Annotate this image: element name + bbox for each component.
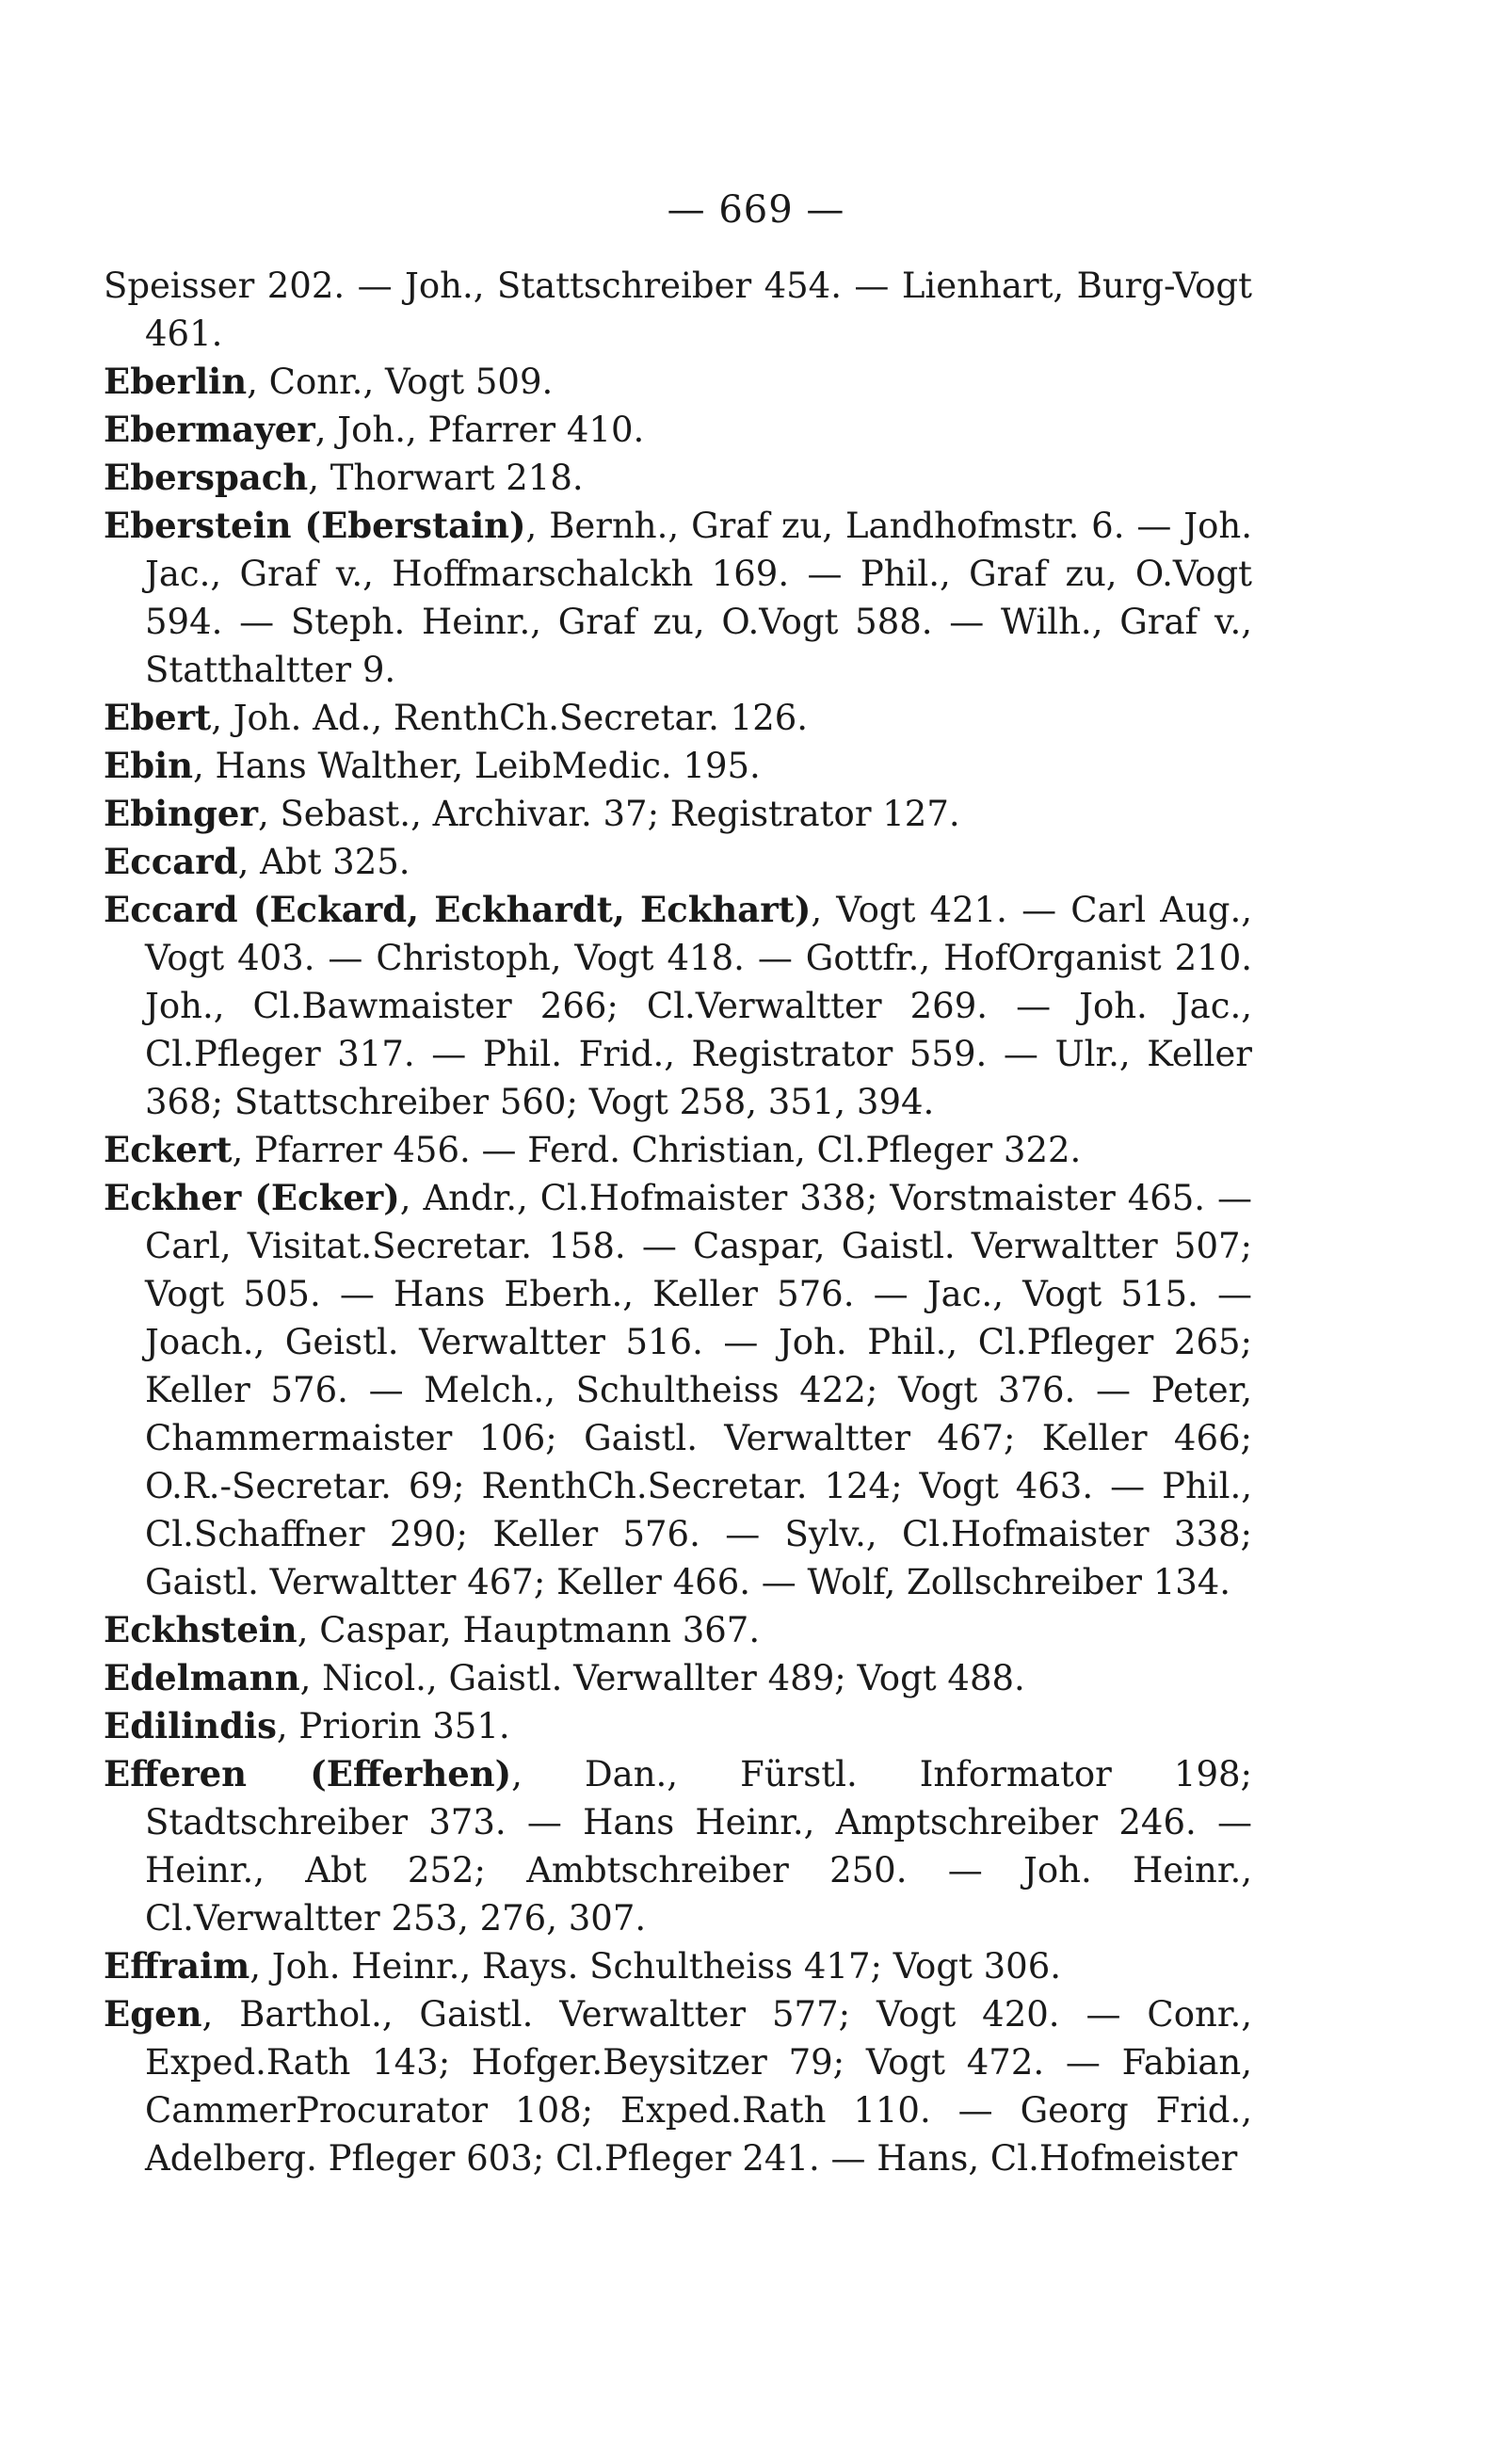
register-entry: [104, 406, 1252, 454]
entry-text: Speisser 202. — Joh., Stattschreiber 454. — Lienhart, Burg-Vogt 461.: [104, 266, 1252, 354]
entry-text: , Dan., Fürstl. Informator 198; Stadtschreiber 373. — Hans Heinr., Amptschreiber 246. — Heinr., Abt 252; Ambtschreiber 250. — Joh. Heinr., Cl.Verwaltter 253, 276, 307.: [145, 1754, 1252, 1939]
register-entries: [104, 262, 1252, 2182]
entry-text: , Joh. Ad., RenthCh.Secretar. 126.: [211, 698, 809, 738]
entry-head: Eccard: [104, 841, 238, 882]
entry-text: , Sebast., Archivar. 37; Registrator 127.: [257, 794, 960, 834]
entry-head: Edelmann: [104, 1657, 300, 1698]
entry-text: , Hans Walther, LeibMedic. 195.: [193, 746, 761, 786]
entry-head: Ebert: [104, 697, 212, 738]
register-entry: [104, 262, 1252, 358]
entry-text: , Thorwart 218.: [308, 458, 584, 498]
entry-head: Effraim: [104, 1945, 250, 1987]
entry-head: Egen: [104, 1993, 202, 2035]
entry-head: Eckhstein: [104, 1609, 298, 1650]
entry-text: , Vogt 421. — Carl Aug., Vogt 403. — Christoph, Vogt 418. — Gottfr., HofOrganist 210. Joh., Cl.Bawmaister 266; Cl.Verwaltter 269. — Joh. Jac., Cl.Pfleger 317. — Phil. Frid., Registrator 559. — Ulr., Keller 368; Stattschreiber 560; Vogt 258, 351, 394.: [145, 890, 1252, 1122]
entry-head: Eberlin: [104, 361, 248, 402]
entry-text: , Nicol., Gaistl. Verwallter 489; Vogt 488.: [299, 1658, 1025, 1698]
entry-head: Edilindis: [104, 1705, 277, 1746]
register-entry: [104, 1654, 1252, 1702]
entry-text: , Abt 325.: [237, 842, 410, 882]
register-entry: [104, 1126, 1252, 1174]
entry-head: Eckert: [104, 1129, 233, 1170]
register-entry: [104, 358, 1252, 406]
entry-text: , Joh., Pfarrer 410.: [314, 410, 645, 450]
page-number: — 669 —: [667, 188, 845, 232]
entry-text: , Caspar, Hauptmann 367.: [297, 1610, 761, 1650]
entry-head: Eckher (Ecker): [104, 1177, 400, 1218]
register-entry: [104, 454, 1252, 502]
entry-head: Eberstein (Eberstain): [104, 505, 526, 546]
register-entry: [104, 742, 1252, 790]
entry-head: Ebinger: [104, 793, 258, 834]
entry-head: Ebermayer: [104, 409, 315, 450]
entry-text: , Bernh., Graf zu, Landhofmstr. 6. — Joh. Jac., Graf v., Hoffmarschalckh 169. — Phil., Graf zu, O.Vogt 594. — Steph. Heinr., Graf zu, O.Vogt 588. — Wilh., Graf v., Statthaltter 9.: [145, 506, 1252, 690]
register-entry: [104, 1174, 1252, 1606]
register-entry: [104, 694, 1252, 742]
register-entry: [104, 1702, 1252, 1750]
register-entry: [104, 790, 1252, 838]
entry-text: , Priorin 351.: [276, 1706, 510, 1746]
entry-head: Eccard (Eckard, Eckhardt, Eckhart): [104, 889, 812, 930]
register-entry: [104, 502, 1252, 694]
entry-text: , Joh. Heinr., Rays. Schultheiss 417; Vogt 306.: [249, 1946, 1062, 1987]
register-entry: [104, 1606, 1252, 1654]
register-entry: [104, 1942, 1252, 1990]
entry-head: Eberspach: [104, 457, 309, 498]
register-entry: [104, 838, 1252, 886]
register-entry: [104, 886, 1252, 1126]
entry-head: Ebin: [104, 745, 194, 786]
register-entry: [104, 1750, 1252, 1942]
entry-text: , Barthol., Gaistl. Verwaltter 577; Vogt 420. — Conr., Exped.Rath 143; Hofger.Beysitzer 79; Vogt 472. — Fabian, CammerProcurator 108; Exped.Rath 110. — Georg Frid., Adelberg. Pfleger 603; Cl.Pfleger 241. — Hans, Cl.Hofmeister: [145, 1994, 1252, 2179]
entry-text: , Pfarrer 456. — Ferd. Christian, Cl.Pfleger 322.: [232, 1130, 1082, 1170]
entry-text: , Conr., Vogt 509.: [247, 362, 554, 402]
entry-text: , Andr., Cl.Hofmaister 338; Vorstmaister 465. — Carl, Visitat.Secretar. 158. — Caspar, Gaistl. Verwaltter 507; Vogt 505. — Hans Eberh., Keller 576. — Jac., Vogt 515. — Joach., Geistl. Verwaltter 516. — Joh. Phil., Cl.Pfleger 265; Keller 576. — Melch., Schultheiss 422; Vogt 376. — Peter, Chammermaister 106; Gaistl. Verwaltter 467; Keller 466; O.R.-Secretar. 69; RenthCh.Secretar. 124; Vogt 463. — Phil., Cl.Schaffner 290; Keller 576. — Sylv., Cl.Hofmaister 338; Gaistl. Verwaltter 467; Keller 466. — Wolf, Zollschreiber 134.: [145, 1178, 1252, 1602]
entry-head: Efferen (Efferhen): [104, 1753, 512, 1794]
register-entry: [104, 1990, 1252, 2182]
